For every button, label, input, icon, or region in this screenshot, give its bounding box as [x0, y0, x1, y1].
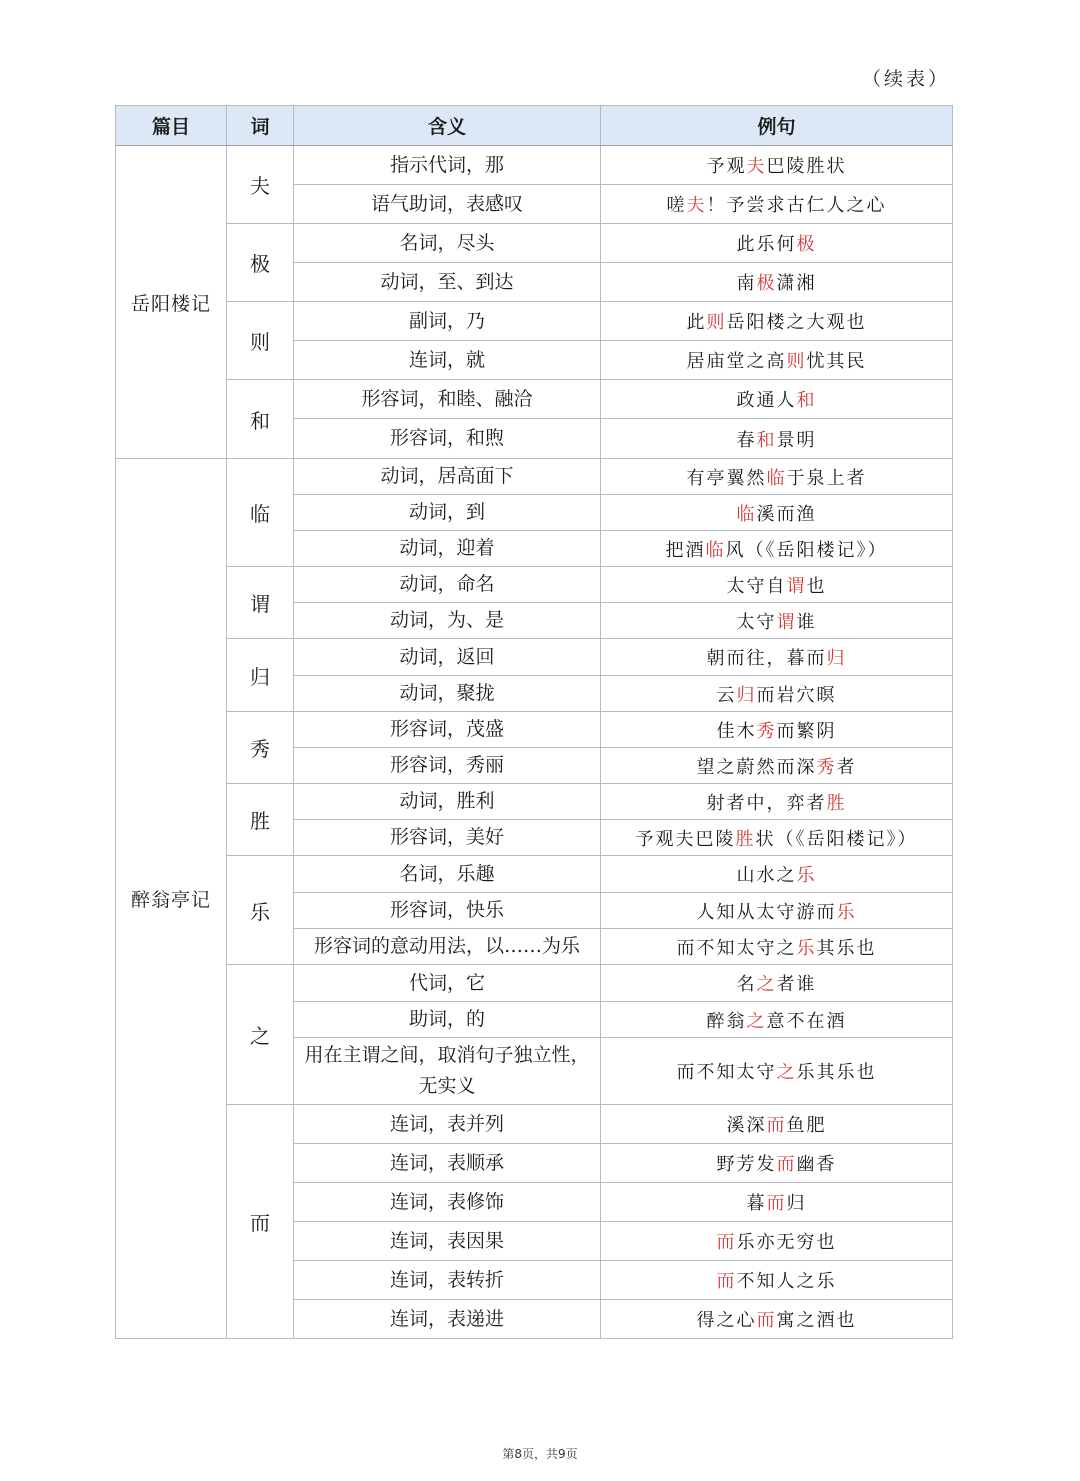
meaning-cell: 代词，它: [294, 965, 601, 1002]
word-cell: 则: [227, 302, 294, 380]
meaning-cell: 连词，表顺承: [294, 1144, 601, 1183]
word-cell: 秀: [227, 712, 294, 784]
word-cell: 夫: [227, 146, 294, 224]
example-text: 有亭翼然: [686, 467, 767, 489]
example-text: 意不在酒: [766, 1010, 847, 1032]
highlighted-char: 极: [796, 234, 817, 255]
highlighted-char: 之: [746, 1010, 767, 1032]
table-row: [116, 1105, 953, 1144]
example-text: 岳阳楼之大观也: [726, 312, 867, 333]
example-text: 而繁阴: [776, 720, 837, 742]
example-text: 而不知太守: [676, 1062, 777, 1083]
example-cell: [601, 185, 953, 224]
highlighted-char: 胜: [826, 792, 847, 814]
example-text: 于泉上者: [786, 467, 867, 489]
example-text: 云: [716, 684, 737, 706]
highlighted-char: 临: [766, 467, 787, 489]
table-row: [116, 567, 953, 603]
word-meaning-table: [115, 105, 953, 1339]
highlighted-char: 而: [716, 1271, 737, 1292]
example-cell: [601, 893, 953, 929]
highlighted-char: 则: [786, 351, 807, 372]
meaning-cell: 形容词，快乐: [294, 893, 601, 929]
word-cell: 而: [227, 1105, 294, 1339]
highlighted-char: 夫: [686, 195, 707, 216]
example-text: 醉翁: [706, 1010, 747, 1032]
meaning-cell: 连词，表递进: [294, 1300, 601, 1339]
example-text: 太守自: [726, 575, 787, 597]
example-cell: [601, 639, 953, 676]
example-text: ！予尝求古仁人之心: [706, 195, 887, 216]
example-cell: [601, 531, 953, 567]
example-cell: [601, 263, 953, 302]
example-text: 得之心: [696, 1310, 757, 1331]
table-row: [116, 459, 953, 495]
meaning-cell: 名词，乐趣: [294, 856, 601, 893]
word-cell: 谓: [227, 567, 294, 639]
example-cell: [601, 1144, 953, 1183]
word-cell: 临: [227, 459, 294, 567]
example-text: 山水之: [736, 865, 797, 886]
continued-table-note: （续表）: [861, 68, 950, 90]
example-text: 忧其民: [806, 351, 867, 372]
highlighted-char: 则: [706, 312, 727, 333]
example-text: 此: [686, 312, 707, 333]
meaning-cell: 形容词的意动用法，以……为乐: [294, 929, 601, 965]
meaning-cell: 连词，表修饰: [294, 1183, 601, 1222]
example-text: 政通人: [736, 390, 797, 411]
example-cell: [601, 146, 953, 185]
meaning-cell: 动词，迎着: [294, 531, 601, 567]
highlighted-char: 而: [766, 1193, 787, 1214]
highlighted-char: 乐: [796, 865, 817, 886]
table-row: [116, 146, 953, 185]
highlighted-char: 之: [776, 1062, 797, 1083]
meaning-cell: 副词，乃: [294, 302, 601, 341]
example-text: 归: [786, 1193, 807, 1214]
example-cell: [601, 676, 953, 712]
example-text: 而岩穴暝: [756, 684, 837, 706]
example-cell: [601, 929, 953, 965]
example-cell: [601, 712, 953, 748]
table-row: [116, 712, 953, 748]
meaning-cell: 动词，至、到达: [294, 263, 601, 302]
example-text: 予观: [706, 156, 747, 177]
example-text: 名: [736, 974, 757, 995]
highlighted-char: 秀: [816, 756, 837, 778]
example-cell: [601, 380, 953, 419]
example-text: 状（《岳阳楼记》）: [755, 828, 918, 850]
example-text: 谁: [796, 611, 817, 633]
section-title-cell: 醉翁亭记: [116, 459, 227, 1339]
example-text: 暮: [746, 1193, 767, 1214]
meaning-cell: 语气助词，表感叹: [294, 185, 601, 224]
meaning-cell: 动词，到: [294, 495, 601, 531]
example-text: 寓之酒也: [776, 1310, 857, 1331]
example-text: 者: [836, 756, 857, 778]
highlighted-char: 乐: [836, 901, 857, 923]
example-text: 野芳发: [716, 1154, 777, 1175]
example-cell: [601, 1222, 953, 1261]
example-cell: [601, 1002, 953, 1038]
word-cell: 归: [227, 639, 294, 712]
word-cell: 之: [227, 965, 294, 1105]
word-cell: 和: [227, 380, 294, 459]
example-text: 巴陵胜状: [766, 156, 847, 177]
meaning-cell: 名词，尽头: [294, 224, 601, 263]
word-cell: 极: [227, 224, 294, 302]
example-text: 鱼肥: [786, 1115, 827, 1136]
meaning-cell: 用在主谓之间，取消句子独立性，无实义: [294, 1038, 601, 1105]
highlighted-char: 谓: [776, 611, 797, 633]
example-cell: [601, 1300, 953, 1339]
example-text: 予观夫巴陵: [635, 828, 736, 850]
example-cell: [601, 820, 953, 856]
table-row: [116, 784, 953, 820]
highlighted-char: 谓: [786, 575, 807, 597]
highlighted-char: 归: [736, 684, 757, 706]
meaning-cell: 指示代词，那: [294, 146, 601, 185]
example-cell: [601, 459, 953, 495]
highlighted-char: 夫: [746, 156, 767, 177]
example-text: 潇湘: [776, 273, 817, 294]
example-text: 乐亦无穷也: [736, 1232, 837, 1253]
highlighted-char: 秀: [756, 720, 777, 742]
example-text: 人知从太守游而: [696, 901, 837, 923]
example-text: 射者中，弈者: [706, 792, 827, 814]
example-text: 此乐何: [736, 234, 797, 255]
example-cell: [601, 419, 953, 459]
example-text: 溪而渔: [756, 503, 817, 525]
example-cell: [601, 495, 953, 531]
example-cell: [601, 224, 953, 263]
example-text: 佳木: [716, 720, 757, 742]
highlighted-char: 临: [705, 539, 726, 561]
highlighted-char: 而: [776, 1154, 797, 1175]
example-text: 而不知太守之: [676, 937, 797, 959]
example-text: 春: [736, 429, 757, 451]
table-row: [116, 856, 953, 893]
meaning-cell: 形容词，和煦: [294, 419, 601, 459]
word-cell: 胜: [227, 784, 294, 856]
highlighted-char: 而: [756, 1310, 777, 1331]
table-row: [116, 224, 953, 263]
example-cell: [601, 748, 953, 784]
highlighted-char: 归: [826, 648, 847, 669]
meaning-cell: 连词，表并列: [294, 1105, 601, 1144]
example-text: 居庙堂之高: [686, 351, 787, 372]
example-text: 其乐也: [816, 937, 877, 959]
table-row: [116, 302, 953, 341]
highlighted-char: 而: [766, 1115, 787, 1136]
example-cell: [601, 341, 953, 380]
example-text: 乐其乐也: [796, 1062, 877, 1083]
highlighted-char: 极: [756, 273, 777, 294]
table-row: [116, 639, 953, 676]
example-text: 幽香: [796, 1154, 837, 1175]
meaning-cell: 动词，为、是: [294, 603, 601, 639]
meaning-cell: 形容词，美好: [294, 820, 601, 856]
example-text: 景明: [776, 429, 817, 451]
example-text: 望之蔚然而深: [696, 756, 817, 778]
meaning-cell: 连词，就: [294, 341, 601, 380]
example-text: 者谁: [776, 974, 817, 995]
meaning-cell: 形容词，茂盛: [294, 712, 601, 748]
example-text: 把酒: [665, 539, 706, 561]
example-text: 不知人之乐: [736, 1271, 837, 1292]
table-body: [116, 146, 953, 1339]
example-text: 嗟: [666, 195, 687, 216]
column-header-example: 例句: [601, 106, 953, 146]
example-text: 南: [736, 273, 757, 294]
table-header-row: [116, 106, 953, 146]
meaning-cell: 动词，返回: [294, 639, 601, 676]
column-header-word: 词: [227, 106, 294, 146]
highlighted-char: 临: [736, 503, 757, 525]
column-header-chapter: 篇目: [116, 106, 227, 146]
example-text: 朝而往，暮而: [706, 648, 827, 669]
example-cell: [601, 567, 953, 603]
meaning-cell: 动词，命名: [294, 567, 601, 603]
example-cell: [601, 1105, 953, 1144]
highlighted-char: 胜: [735, 828, 756, 850]
meaning-cell: 动词，居高面下: [294, 459, 601, 495]
example-cell: [601, 603, 953, 639]
meaning-cell: 连词，表因果: [294, 1222, 601, 1261]
column-header-meaning: 含义: [294, 106, 601, 146]
example-text: 也: [806, 575, 827, 597]
example-text: 风（《岳阳楼记》）: [725, 539, 888, 561]
meaning-cell: 动词，聚拢: [294, 676, 601, 712]
example-cell: [601, 302, 953, 341]
table-row: [116, 965, 953, 1002]
meaning-cell: 连词，表转折: [294, 1261, 601, 1300]
table-row: [116, 380, 953, 419]
meaning-cell: 动词，胜利: [294, 784, 601, 820]
example-text: 太守: [736, 611, 777, 633]
highlighted-char: 而: [716, 1232, 737, 1253]
meaning-cell: 形容词，秀丽: [294, 748, 601, 784]
example-cell: [601, 1038, 953, 1105]
meaning-cell: 形容词，和睦、融洽: [294, 380, 601, 419]
example-text: 溪深: [726, 1115, 767, 1136]
highlighted-char: 乐: [796, 937, 817, 959]
highlighted-char: 和: [796, 390, 817, 411]
meaning-cell: 助词，的: [294, 1002, 601, 1038]
example-cell: [601, 1183, 953, 1222]
section-title-cell: 岳阳楼记: [116, 146, 227, 459]
example-cell: [601, 784, 953, 820]
example-cell: [601, 965, 953, 1002]
word-cell: 乐: [227, 856, 294, 965]
highlighted-char: 之: [756, 974, 777, 995]
page-number: 第8页，共9页: [502, 1447, 578, 1461]
highlighted-char: 和: [756, 429, 777, 451]
example-cell: [601, 1261, 953, 1300]
example-cell: [601, 856, 953, 893]
